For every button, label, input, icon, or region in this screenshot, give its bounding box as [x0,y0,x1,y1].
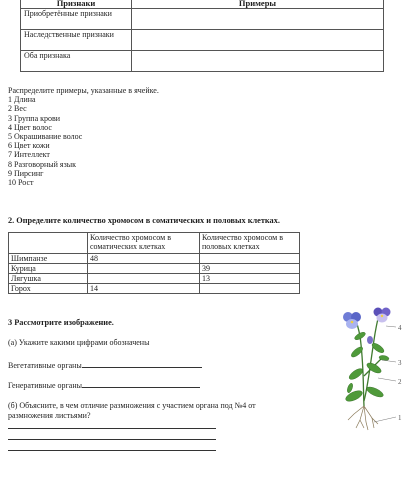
task3-title: 3 Рассмотрите изображение. [8,318,114,327]
label-1: 1 [398,414,402,422]
sex-value[interactable] [200,284,300,294]
list-item: 10 Рост [8,178,34,188]
list-item: 2 Вес [8,104,27,114]
row-both: Оба признака [21,51,132,72]
header-examples: Примеры [132,0,384,9]
somatic-value[interactable]: 14 [88,284,200,294]
organism-name: Лягушка [9,274,88,284]
organism-name: Шимпанзе [9,254,88,264]
list-item: 4 Цвет волос [8,122,52,132]
somatic-value[interactable] [88,264,200,274]
cell-hereditary-examples[interactable] [132,30,384,51]
sex-value[interactable] [200,254,300,264]
label-2: 2 [398,378,402,386]
sex-value[interactable]: 39 [200,264,300,274]
examples-list [8,95,159,187]
leaves [344,331,389,404]
row-hereditary: Наследственные признаки [21,30,132,51]
vegetative-answer-line[interactable] [82,360,202,368]
answer-line[interactable] [8,428,216,429]
organism-name: Курица [9,264,88,274]
row-acquired: Приобретённые признаки [21,9,132,30]
root-system [348,406,378,430]
task3-b-line2: размножения листьями? [8,411,91,420]
chromosome-table [8,232,300,294]
task3-a: (а) Укажите какими цифрами обозначены [8,338,150,347]
task3-b-line1: (б) Объясните, в чем отличие размножения с участием органа под №4 от [8,401,256,410]
generative-label: Генеративные органы [8,381,82,390]
vegetative-label: Вегетативные органы [8,361,82,370]
list-item: 6 Цвет кожи [8,141,50,151]
list-item: 8 Разговорный язык [8,159,77,169]
header-traits: Признаки [21,0,132,9]
list-item: 1 Длина [8,95,36,105]
answer-line[interactable] [8,450,216,451]
instruction-block [8,86,159,187]
list-item: 3 Группа крови [8,113,61,123]
pansy-plant-illustration [330,296,410,436]
label-3: 3 [398,359,402,367]
instruction-text: Распределите примеры, указанные в ячейке. [8,86,159,95]
answer-line[interactable] [8,439,216,440]
header-sex: Количество хромосом в половых клетках [200,233,300,254]
vegetative-row [8,360,202,371]
sex-value[interactable]: 13 [200,274,300,284]
list-item: 9 Пирсинг [8,168,44,178]
cell-acquired-examples[interactable] [132,9,384,30]
generative-answer-line[interactable] [82,380,200,388]
cell-both-examples[interactable] [132,51,384,72]
header-somatic: Количество хромосом в соматических клетках [88,233,200,254]
corner-cell [9,233,88,254]
label-4: 4 [398,324,402,332]
somatic-value[interactable]: 48 [88,254,200,264]
flowers [343,308,391,345]
label-leader-lines [374,326,396,422]
traits-table [20,0,384,72]
somatic-value[interactable] [88,274,200,284]
organism-name: Горох [9,284,88,294]
generative-row [8,380,200,391]
task2-title: 2. Определите количество хромосом в соматических и половых клетках. [8,216,280,225]
list-item: 7 Интеллект [8,150,50,160]
list-item: 5 Окрашивание волос [8,132,83,142]
